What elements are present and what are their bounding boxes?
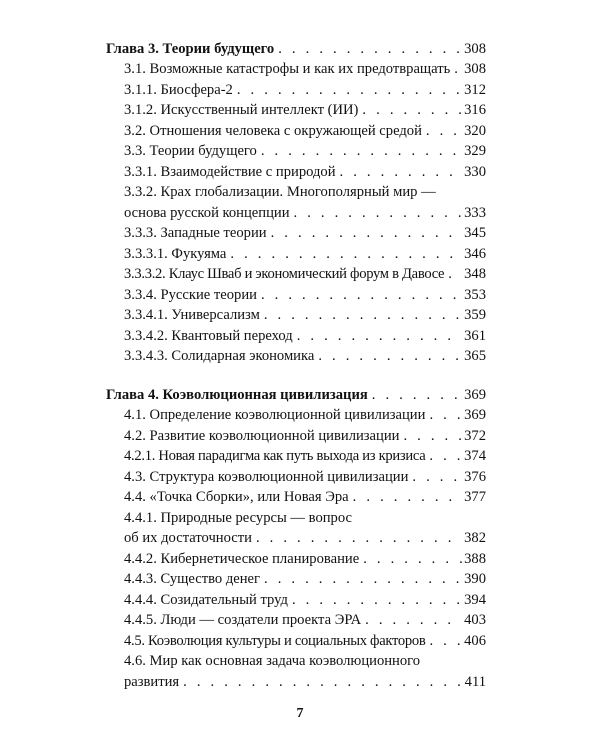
toc-row <box>106 304 486 325</box>
dot-leader <box>362 102 462 119</box>
dot-leader <box>292 592 462 609</box>
dot-leader <box>448 266 462 283</box>
toc-entry-title: 3.3.3.1. Фукуяма <box>124 245 227 262</box>
toc-page-number: 390 <box>464 571 486 587</box>
toc-entry-title: 4.2.1. Новая парадигма как путь выхода из кризиса <box>124 448 426 464</box>
toc-page-number: 374 <box>464 448 486 464</box>
toc-page-number: 372 <box>464 427 486 444</box>
toc-row <box>106 99 486 120</box>
toc-entry-title: 4.6. Мир как основная задача коэволюционного <box>124 653 421 669</box>
toc-row <box>106 629 486 650</box>
dot-leader <box>183 674 463 691</box>
dot-leader <box>256 530 462 547</box>
toc-entry-title: Глава 4. Коэволюционная цивилизация <box>106 386 368 403</box>
toc-row <box>106 547 486 568</box>
dot-leader <box>340 164 463 181</box>
toc-page-number: 320 <box>464 122 486 139</box>
dot-leader <box>363 551 462 568</box>
toc-entry-title: 4.2. Развитие коэволюционной цивилизации <box>124 427 400 444</box>
toc-entry-title: 3.3.4.1. Универсализм <box>124 307 260 323</box>
toc-row <box>106 465 486 486</box>
toc-row <box>106 140 486 161</box>
toc-row <box>106 650 486 671</box>
toc-page-number: 406 <box>464 632 486 649</box>
dot-leader <box>429 448 462 465</box>
toc-page-number: 333 <box>464 204 486 221</box>
toc-entry-title: развития <box>124 673 180 690</box>
toc-page-number: 365 <box>464 348 486 364</box>
toc-row <box>106 58 486 79</box>
toc-page-number: 376 <box>464 468 486 485</box>
toc-row <box>106 222 486 243</box>
toc-page-number: 369 <box>464 386 486 403</box>
toc-page-number: 388 <box>464 550 486 567</box>
toc-page-number: 361 <box>464 327 486 344</box>
toc-page-number: 394 <box>464 591 486 608</box>
dot-leader <box>271 225 463 242</box>
toc-row <box>106 160 486 181</box>
page-folio: 7 <box>296 706 304 721</box>
toc-row <box>106 78 486 99</box>
toc-page-number: 316 <box>464 102 486 118</box>
toc-entry-title: 3.3.3. Западные теории <box>124 225 267 241</box>
dot-leader <box>297 328 462 345</box>
toc-row <box>106 609 486 630</box>
dot-leader <box>365 612 462 629</box>
toc-row <box>106 263 486 284</box>
toc-page-number: 308 <box>464 61 486 77</box>
toc-entry-title: 3.3.3.2. Клаус Шваб и экономический форум в Давосе <box>124 266 445 282</box>
toc-entry-title: 4.5. Коэволюция культуры и социальных факторов <box>124 632 426 649</box>
toc-row <box>106 324 486 345</box>
toc-entry-title: 3.3.1. Взаимодействие с природой <box>124 163 336 180</box>
toc-entry-title: 3.2. Отношения человека с окружающей средой <box>124 122 422 139</box>
toc-row <box>106 119 486 140</box>
toc-row <box>106 568 486 589</box>
toc-entry-title: 4.4.5. Люди — создатели проекта ЭРА <box>124 612 362 628</box>
toc-page-number: 346 <box>464 245 486 262</box>
toc-page-number: 312 <box>464 81 486 98</box>
chapter-spacer <box>106 365 486 383</box>
dot-leader <box>230 246 462 263</box>
toc-row <box>106 527 486 548</box>
toc-entry-title: 3.3. Теории будущего <box>124 143 257 159</box>
toc-entry-title: 4.1. Определение коэволюционной цивилизации <box>124 407 426 423</box>
toc-row <box>106 506 486 527</box>
toc-row <box>106 201 486 222</box>
dot-leader <box>372 387 462 404</box>
toc-page-number: 369 <box>464 407 486 423</box>
toc-page-number: 330 <box>464 163 486 180</box>
toc-entry-title: 4.4.1. Природные ресурсы — вопрос <box>124 509 352 526</box>
toc-row <box>106 486 486 507</box>
toc-row <box>106 588 486 609</box>
toc-row <box>106 181 486 202</box>
toc-entry-title: 3.1. Возможные катастрофы и как их предотвращать <box>124 61 451 77</box>
toc-row <box>106 345 486 366</box>
dot-leader <box>264 571 462 588</box>
toc-page-number: 353 <box>464 286 486 303</box>
toc-entry-title: 3.3.2. Крах глобализации. Многополярный мир — <box>124 184 436 200</box>
toc-page-number: 345 <box>464 225 486 241</box>
toc-entry-title: 3.3.4.3. Солидарная экономика <box>124 348 315 364</box>
toc-row <box>106 445 486 466</box>
toc-entry-title: 3.1.2. Искусственный интеллект (ИИ) <box>124 102 359 118</box>
toc-entry-title: 4.4.3. Существо денег <box>124 571 260 587</box>
dot-leader <box>264 307 462 324</box>
toc-page-number: 348 <box>464 266 486 282</box>
toc-entry-title: 4.4. «Точка Сборки», или Новая Эра <box>124 489 349 505</box>
dot-leader <box>353 489 462 506</box>
toc-page-number: 359 <box>464 307 486 323</box>
dot-leader <box>261 143 462 160</box>
toc-entry-title: 4.3. Структура коэволюционной цивилизации <box>124 468 409 485</box>
dot-leader <box>237 82 462 99</box>
dot-leader <box>412 469 462 486</box>
dot-leader <box>278 41 462 58</box>
toc-entry-title: 4.4.4. Созидательный труд <box>124 591 288 608</box>
dot-leader <box>454 61 462 78</box>
toc-row <box>106 404 486 425</box>
toc-entry-title: Глава 3. Теории будущего <box>106 40 275 57</box>
toc-page-number: 411 <box>464 673 486 690</box>
toc-entry-title: 3.3.4.2. Квантовый переход <box>124 327 293 344</box>
table-of-contents <box>106 37 486 691</box>
toc-page-number: 382 <box>464 530 486 546</box>
toc-entry-title: 4.4.2. Кибернетическое планирование <box>124 550 360 567</box>
dot-leader <box>318 348 462 365</box>
toc-page-number: 403 <box>464 612 486 628</box>
toc-row <box>106 242 486 263</box>
toc-page-number: 377 <box>464 489 486 505</box>
toc-row <box>106 424 486 445</box>
dot-leader <box>294 205 463 222</box>
toc-entry-title: 3.1.1. Биосфера-2 <box>124 81 233 98</box>
dot-leader <box>429 633 462 650</box>
dot-leader <box>429 407 462 424</box>
toc-page-number: 308 <box>464 40 486 57</box>
toc-entry-title: основа русской концепции <box>124 204 290 221</box>
toc-row <box>106 383 486 404</box>
toc-row <box>106 37 486 58</box>
toc-row <box>106 670 486 691</box>
toc-row <box>106 283 486 304</box>
toc-entry-title: 3.3.4. Русские теории <box>124 286 257 303</box>
toc-entry-title: об их достаточности <box>124 530 252 546</box>
dot-leader <box>403 428 462 445</box>
dot-leader <box>261 287 462 304</box>
toc-page-number: 329 <box>464 143 486 159</box>
dot-leader <box>426 123 462 140</box>
